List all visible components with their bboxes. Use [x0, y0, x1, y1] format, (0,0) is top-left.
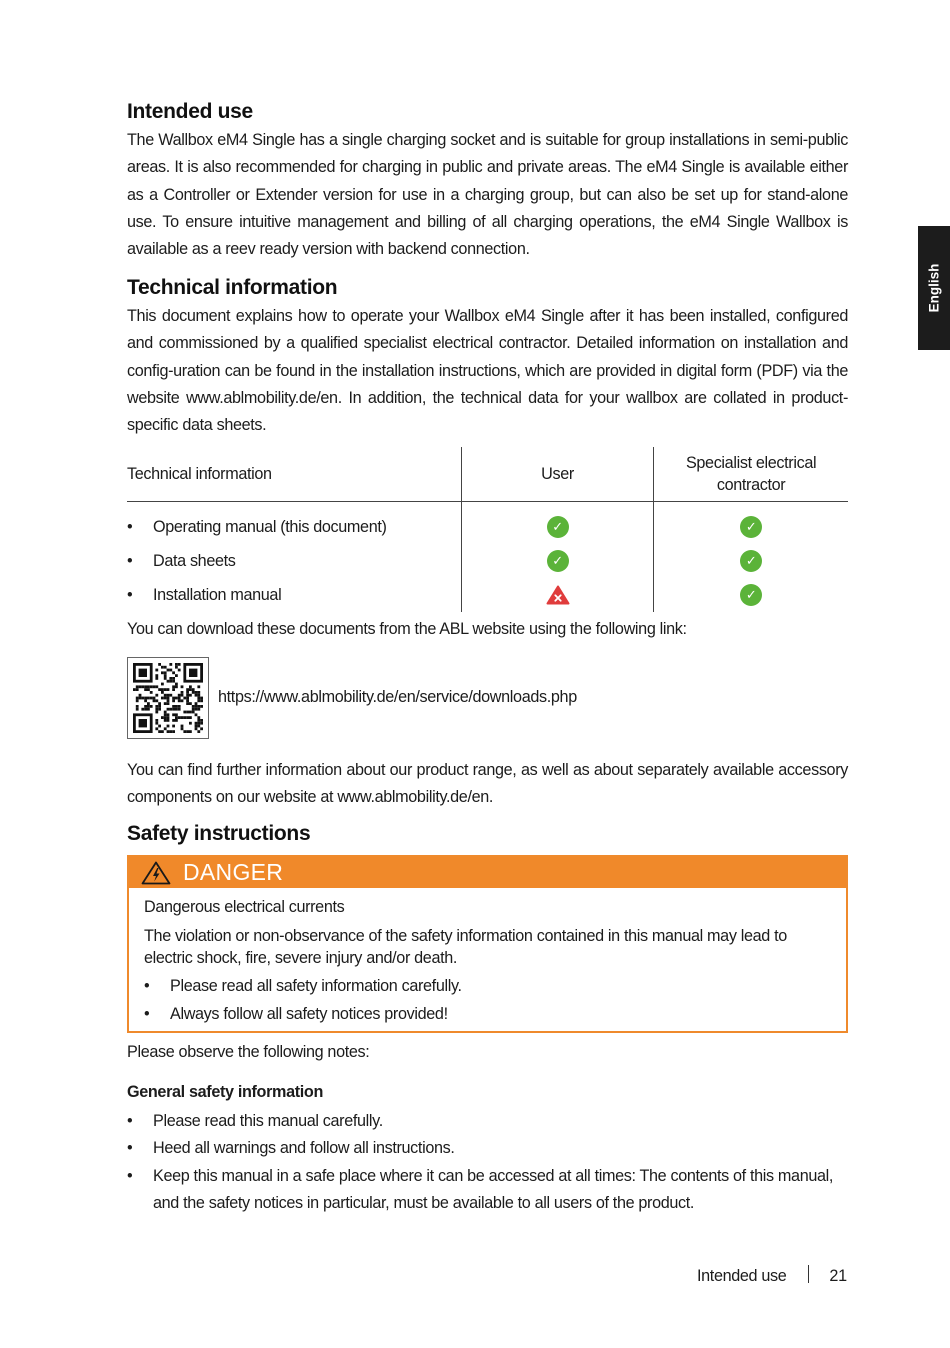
- table-cell-label: [127, 544, 461, 578]
- list-item: [127, 1135, 848, 1162]
- technical-information-title: Technical information: [127, 276, 338, 299]
- table-cell-user: [461, 502, 653, 545]
- documents-table: [127, 447, 848, 612]
- footer-section: Intended use: [697, 1267, 787, 1285]
- check-icon: ✓: [740, 584, 762, 606]
- page-number: 21: [829, 1267, 847, 1285]
- table-header-row: [127, 447, 848, 502]
- download-text: You can download these documents from the ABL website using the following link:: [127, 620, 687, 638]
- table-cell-label: [127, 502, 461, 545]
- danger-body: [129, 888, 846, 1028]
- check-icon: ✓: [547, 550, 569, 572]
- table-cell-user: [461, 544, 653, 578]
- language-tab[interactable]: [918, 226, 950, 350]
- table-cell-contractor: [654, 502, 848, 545]
- table-cell-contractor: [654, 544, 848, 578]
- check-icon: ✓: [740, 550, 762, 572]
- intended-use-title: Intended use: [127, 100, 253, 123]
- danger-list-item: [144, 1000, 831, 1028]
- table-row: [127, 502, 848, 545]
- table-row: [127, 544, 848, 578]
- page-footer: [697, 1265, 847, 1286]
- observe-notes-text: Please observe the following notes:: [127, 1043, 370, 1061]
- document-name: Installation manual: [153, 585, 282, 604]
- bullet: •: [127, 1166, 133, 1185]
- table-header-contractor-label: Specialist electrical contractor: [685, 454, 817, 494]
- technical-information-text-end: . In addition, the technical data for your wallbox are collated in product-specific data sheets.: [127, 388, 848, 435]
- qr-code[interactable]: [127, 657, 209, 739]
- table-cell-contractor: [654, 578, 848, 612]
- bullet: •: [127, 585, 133, 604]
- language-tab-label: English: [926, 263, 942, 313]
- table-row: [127, 578, 848, 612]
- bullet: •: [127, 551, 133, 570]
- cross-warning-icon: [546, 585, 570, 605]
- further-info-end: .: [488, 788, 494, 807]
- bullet: •: [144, 1005, 150, 1023]
- technical-information-section: [127, 276, 848, 439]
- table-cell-label: [127, 578, 461, 612]
- list-item-text: Please read this manual carefully.: [153, 1112, 383, 1130]
- further-info-text: [127, 757, 848, 812]
- danger-list-text: Please read all safety information carefully.: [170, 977, 462, 995]
- check-icon: ✓: [740, 516, 762, 538]
- list-item: [127, 1163, 848, 1218]
- download-url-link[interactable]: https://www.ablmobility.de/en/service/downloads.php: [218, 688, 577, 706]
- table-header-contractor: [654, 447, 848, 502]
- intended-use-body: The Wallbox eM4 Single has a single charging socket and is suitable for group installations in semi-public areas. It is also recommended for charging in public and private areas. The eM4 Single is available either as a Controller or Extender version for use in a charging group, but can also be set up for stand-alone use. To ensure intuitive management and billing of all charging operations, the eM4 Single Wallbox is available as a reev ready version with backend connection.: [127, 131, 848, 259]
- danger-box: [127, 855, 848, 1033]
- danger-label: DANGER: [183, 859, 284, 885]
- check-icon: ✓: [547, 516, 569, 538]
- table-header-documents: Technical information: [127, 447, 461, 502]
- table-header-user: User: [461, 447, 653, 502]
- electric-hazard-icon: [141, 861, 171, 885]
- website-link[interactable]: www.ablmobility.de/en: [186, 388, 338, 407]
- document-name: Operating manual (this document): [153, 517, 387, 536]
- bullet: •: [144, 977, 150, 995]
- intended-use-section: [127, 100, 848, 263]
- bullet: •: [127, 1139, 133, 1158]
- danger-subtitle: Dangerous electrical currents: [144, 898, 345, 916]
- danger-header: [129, 857, 846, 888]
- danger-list: [144, 972, 831, 1028]
- bullet: •: [127, 517, 133, 536]
- footer-separator: [808, 1265, 809, 1283]
- table-cell-user: [461, 578, 653, 612]
- qr-code-icon: [128, 658, 208, 738]
- further-info-body: You can find further information about our product range, as well as about separately available accessory components on our website at: [127, 761, 848, 807]
- danger-text: The violation or non-observance of the safety information contained in this manual may lead to electric shock, fire, severe injury and/or death.: [144, 927, 787, 967]
- danger-list-item: [144, 972, 831, 1000]
- technical-information-text: This document explains how to operate your Wallbox eM4 Single after it has been installed, configured and commissioned by a qualified specialist electrical contractor. Detailed information on installation and config-uration can be found in the installation instructions, which are provided in digital form (PDF) via the website: [127, 307, 848, 407]
- website-link-2[interactable]: www.ablmobility.de/en: [337, 788, 489, 807]
- bullet: •: [127, 1112, 133, 1130]
- document-name: Data sheets: [153, 551, 236, 570]
- general-safety-title: General safety information: [127, 1083, 323, 1101]
- list-item-text: Heed all warnings and follow all instructions.: [153, 1139, 455, 1158]
- danger-list-text: Always follow all safety notices provided!: [170, 1005, 448, 1023]
- list-item-text: Keep this manual in a safe place where it can be accessed at all times: The contents of this manual, and the safety notices in particular, must be available to all users of the product.: [153, 1166, 834, 1212]
- safety-instructions-title: Safety instructions: [127, 822, 311, 845]
- general-safety-list: [127, 1108, 848, 1217]
- technical-information-body: [127, 303, 848, 439]
- list-item: [127, 1108, 848, 1135]
